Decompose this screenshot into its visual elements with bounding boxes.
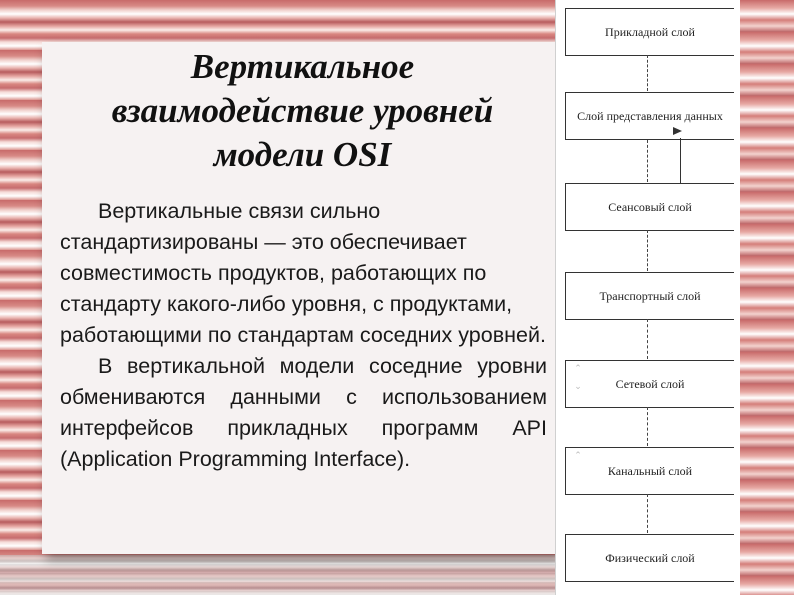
connector-dash — [647, 319, 648, 359]
layer-presentation: Слой представления данных — [565, 92, 734, 140]
slide-title — [50, 45, 555, 177]
interface-arrow-line — [680, 138, 681, 183]
layer-network: Сетевой слой — [565, 360, 734, 408]
right-stripes — [740, 0, 794, 595]
connector-dash — [647, 407, 648, 446]
side-mark-icon: ⌃ — [574, 450, 582, 460]
connector-dash — [647, 55, 648, 91]
connector-dash — [647, 230, 648, 271]
side-mark-icon: ⌄ — [574, 381, 582, 391]
interface-arrowhead — [673, 127, 682, 135]
layer-session: Сеансовый слой — [565, 183, 734, 231]
layer-datalink: Канальный слой — [565, 447, 734, 495]
layer-transport: Транспортный слой — [565, 272, 734, 320]
layer-application: Прикладной слой — [565, 8, 734, 56]
connector-dash — [647, 494, 648, 533]
side-mark-icon: ⌃ — [574, 363, 582, 373]
layer-physical: Физический слой — [565, 534, 734, 582]
connector-dash — [647, 140, 648, 182]
title-line-3: модели OSI — [213, 135, 392, 174]
title-line-2: взаимодействие уровней — [111, 91, 494, 130]
paragraph-vertical-links: Вертикальные связи сильно стандартизированы — это обеспечивает совместимость продуктов, работающих по стандарту какого-либо уровня, с продуктами, работающими по стандартам соседних уровней. — [60, 199, 546, 347]
slide-body — [60, 196, 547, 475]
title-line-1: Вертикальное — [190, 47, 415, 86]
paragraph-api: В вертикальной модели соседние уровни обмениваются данными с использованием интерфейсов прикладных программ API (Application Programming Interface). — [60, 354, 547, 471]
